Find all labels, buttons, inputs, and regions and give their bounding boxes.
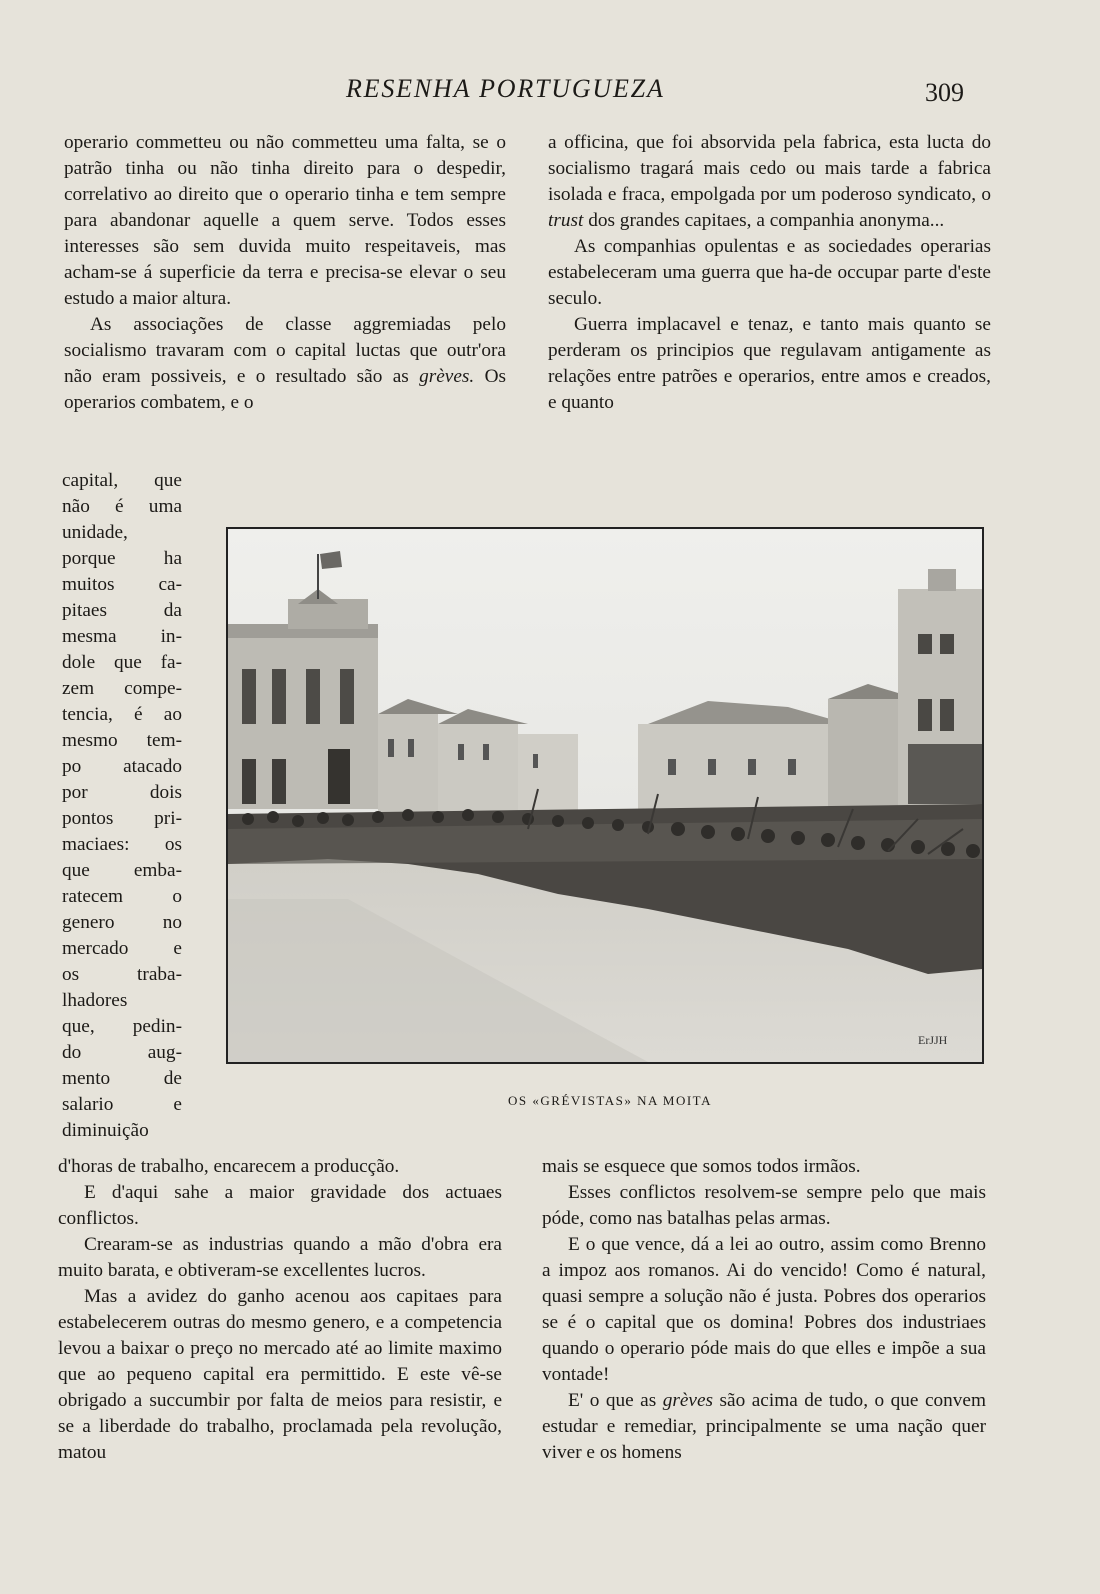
paragraph: Mas a avidez do ganho acenou aos capitaes para estabelecerem outras do mesmo genero, e a competencia levou a baixar o preço no mercado até ao limite maximo que ao pequeno capital era permittido. E este vê-se obrigado a succumbir por falta de meios para resistir, e se a liberdade do trabalho, proclamada pela revolução, matou	[58, 1286, 502, 1463]
narrow-line: mercado e	[62, 938, 182, 959]
paragraph	[64, 312, 506, 416]
italic-word: grèves.	[419, 366, 475, 387]
text-run: As associações de classe aggremiadas pelo socialismo travaram com o capital luctas que outr'ora não eram possiveis, e o resultado são as	[64, 314, 506, 387]
photo-caption: OS «GRÉVISTAS» NA MOITA	[508, 1093, 712, 1108]
narrow-line: do aug-	[62, 1042, 182, 1063]
left-column-top	[64, 130, 506, 416]
paragraph: mais se esquece que somos todos irmãos.	[542, 1156, 861, 1177]
narrow-line: unidade,	[62, 522, 128, 543]
right-column-bottom	[542, 1154, 986, 1466]
narrow-line: dole que fa-	[62, 652, 182, 673]
narrow-line: zem compe-	[62, 678, 182, 699]
text-run: E' o que as	[568, 1390, 657, 1411]
narrow-line: mento de	[62, 1068, 182, 1089]
narrow-line: diminuição	[62, 1120, 149, 1141]
narrow-line: salario e	[62, 1094, 182, 1115]
narrow-line: tencia, é ao	[62, 704, 182, 725]
narrow-line: mesma in-	[62, 626, 182, 647]
italic-word: trust	[548, 210, 584, 231]
narrow-line: pitaes da	[62, 600, 182, 621]
text-run: Os operarios combatem, e o	[64, 366, 507, 413]
narrow-line: que, pedin-	[62, 1016, 182, 1037]
narrow-line: não é uma	[62, 496, 182, 517]
paragraph: As companhias opulentas e as sociedades operarias estabeleceram uma guerra que ha-de occupar parte d'este seculo.	[548, 236, 991, 309]
narrow-line: os traba-	[62, 964, 182, 985]
narrow-line: ratecem o	[62, 886, 182, 907]
paragraph: d'horas de trabalho, encarecem a producção.	[58, 1156, 400, 1177]
photograph-illustration	[228, 529, 982, 1062]
narrow-line: pontos pri-	[62, 808, 182, 829]
narrow-column	[62, 468, 182, 1144]
narrow-line: mesmo tem-	[62, 730, 182, 751]
running-header-title: RESENHA PORTUGUEZA	[346, 74, 665, 103]
paragraph: Esses conflictos resolvem-se sempre pelo que mais póde, como nas batalhas pelas armas.	[542, 1182, 986, 1229]
narrow-line: maciaes: os	[62, 834, 182, 855]
narrow-line: lhadores	[62, 990, 128, 1011]
narrow-line: porque ha	[62, 548, 182, 569]
text-run: são acima de tudo, o que convem estudar e remediar, principalmente se uma nação quer viver e os homens	[542, 1390, 986, 1463]
narrow-line: muitos ca-	[62, 574, 182, 595]
paragraph: Guerra implacavel e tenaz, e tanto mais quanto se perderam os principios que regulavam antigamente as relações entre patrões e operarios, entre amos e creados, e quanto	[548, 314, 991, 413]
narrow-line: capital, que	[62, 470, 182, 491]
paragraph	[548, 130, 991, 234]
paragraph: operario commetteu ou não commetteu uma falta, se o patrão tinha ou não tinha direito para o despedir, correlativo ao direito que o operario tinha e tem sempre para abandonar aquelle a quem serve. Todos esses interesses são sem duvida muito respeitaveis, mas acham-se á superficie da terra e precisa-se elevar o seu estudo a maior altura.	[64, 132, 506, 309]
right-column-top	[548, 130, 991, 416]
paragraph: E d'aqui sahe a maior gravidade dos actuaes conflictos.	[58, 1182, 502, 1229]
left-column-bottom	[58, 1154, 502, 1466]
paragraph	[542, 1388, 986, 1466]
page-number: 309	[925, 78, 964, 107]
text-run: a officina, que foi absorvida pela fabrica, esta lucta do socialismo tragará mais cedo ou mais tarde a fabrica isolada e fraca, empolgada por um poderoso syndicato, o	[548, 132, 991, 205]
engraver-mark: ErJJH	[918, 1033, 948, 1047]
narrow-line: que emba-	[62, 860, 182, 881]
narrow-line: por dois	[62, 782, 182, 803]
italic-word: grèves	[662, 1390, 714, 1411]
paragraph: Crearam-se as industrias quando a mão d'obra era muito barata, e obtiveram-se excellentes lucros.	[58, 1234, 502, 1281]
narrow-line: po atacado	[62, 756, 182, 777]
text-run: dos grandes capitaes, a companhia anonyma...	[588, 210, 945, 231]
paragraph: E o que vence, dá a lei ao outro, assim como Brenno a impoz aos romanos. Ai do vencido! Como é natural, quasi sempre a solução não é justa. Pobres dos operarios se é o capital que os domina! Pobres dos industriaes quando o operario póde mais do que elles e impõe a sua vontade!	[542, 1234, 986, 1385]
strikers-photograph	[226, 527, 984, 1064]
narrow-line: genero no	[62, 912, 182, 933]
